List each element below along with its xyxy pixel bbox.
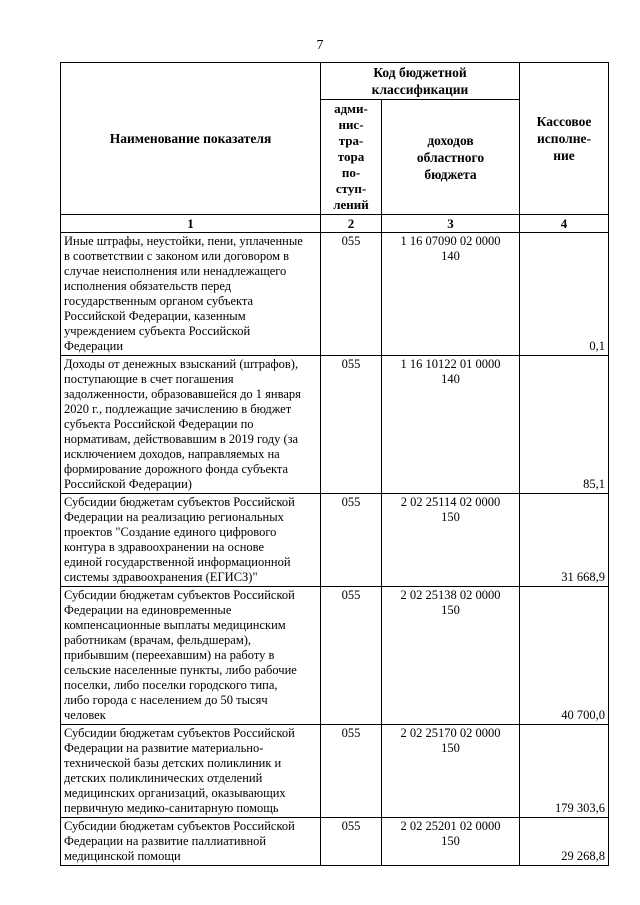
- indicator-line: человек: [64, 708, 106, 722]
- table-row: [61, 233, 609, 356]
- indicator-line: субъекта Российской Федерации по: [64, 417, 254, 431]
- indicator-line: первичную медико-санитарную помощь: [64, 801, 279, 815]
- column-number-row: [61, 215, 609, 233]
- header-cash-line: Кассовое: [536, 114, 592, 129]
- income-code-line: 150: [441, 741, 460, 755]
- table-row: [61, 818, 609, 866]
- indicator-line: системы здравоохранения (ЕГИСЗ)": [64, 570, 258, 584]
- indicator-line: исполнения обязательств перед: [64, 279, 232, 293]
- income-code-line: 2 02 25170 02 0000: [400, 726, 501, 740]
- admin-code: 055: [321, 818, 382, 866]
- indicator-line: 2020 г., подлежащие зачислению в бюджет: [64, 402, 292, 416]
- indicator-line: учреждением субъекта Российской: [64, 324, 251, 338]
- indicator-line: в соответствии с законом или договором в: [64, 249, 290, 263]
- income-code: [382, 587, 520, 725]
- cash-amount: 85,1: [520, 356, 609, 494]
- income-code-line: 140: [441, 249, 460, 263]
- header-admin-line: адми-: [334, 101, 368, 116]
- indicator-line: Российской Федерации): [64, 477, 192, 491]
- income-code-line: 150: [441, 603, 460, 617]
- page-number: 7: [316, 38, 324, 53]
- cash-amount: 31 668,9: [520, 494, 609, 587]
- indicator-line: компенсационные выплаты медицинским: [64, 618, 286, 632]
- budget-table: [60, 62, 609, 866]
- indicator-line: случае неисполнения или ненадлежащего: [64, 264, 287, 278]
- indicator-line: формирование дорожного фонда субъекта: [64, 462, 289, 476]
- admin-code: 055: [321, 494, 382, 587]
- column-number: 4: [520, 215, 609, 233]
- indicator-line: медицинской помощи: [64, 849, 181, 863]
- indicator-line: поступающие в счет погашения: [64, 372, 234, 386]
- header-admin-column: [321, 100, 382, 215]
- header-income-column: [382, 100, 520, 215]
- cash-amount: 40 700,0: [520, 587, 609, 725]
- header-admin-line: лений: [333, 197, 369, 212]
- admin-code: 055: [321, 587, 382, 725]
- indicator-line: работникам (врачам, фельдшерам),: [64, 633, 252, 647]
- indicator-line: проектов "Создание единого цифрового: [64, 525, 277, 539]
- indicator-line: Субсидии бюджетам субъектов Российской: [64, 495, 295, 509]
- income-code-line: 140: [441, 372, 460, 386]
- indicator-line: поселки, либо поселки городского типа,: [64, 678, 278, 692]
- indicator-name: [61, 356, 321, 494]
- indicator-line: либо города с населением до 50 тысяч: [64, 693, 268, 707]
- table-row: [61, 356, 609, 494]
- header-admin-line: тра-: [338, 133, 364, 148]
- indicator-line: задолженности, образовавшейся до 1 января: [64, 387, 301, 401]
- indicator-line: государственным органом субъекта: [64, 294, 254, 308]
- indicator-line: Субсидии бюджетам субъектов Российской: [64, 588, 295, 602]
- column-number: 1: [61, 215, 321, 233]
- indicator-line: Российской Федерации, казенным: [64, 309, 246, 323]
- income-code-line: 150: [441, 834, 460, 848]
- indicator-name: [61, 725, 321, 818]
- indicator-line: Субсидии бюджетам субъектов Российской: [64, 726, 295, 740]
- admin-code: 055: [321, 233, 382, 356]
- indicator-line: сельские населенные пункты, либо рабочие: [64, 663, 297, 677]
- indicator-line: Субсидии бюджетам субъектов Российской: [64, 819, 295, 833]
- income-code: [382, 356, 520, 494]
- cash-amount: 29 268,8: [520, 818, 609, 866]
- indicator-line: нормативам, действовавшим в 2019 году (за: [64, 432, 299, 446]
- indicator-line: единой государственной информационной: [64, 555, 291, 569]
- header-income-line: доходов: [427, 132, 474, 148]
- header-budget-code-group: Код бюджетной классификации: [321, 63, 520, 100]
- income-code-line: 150: [441, 510, 460, 524]
- table-row: [61, 494, 609, 587]
- indicator-name: [61, 494, 321, 587]
- header-income-line: областного: [416, 149, 485, 165]
- column-number: 2: [321, 215, 382, 233]
- indicator-line: технической базы детских поликлиник и: [64, 756, 282, 770]
- header-cash-line: ние: [553, 148, 575, 163]
- header-name-column: Наименование показателя: [61, 63, 321, 215]
- cash-amount: 179 303,6: [520, 725, 609, 818]
- admin-code: 055: [321, 725, 382, 818]
- cash-amount: 0,1: [520, 233, 609, 356]
- income-code: [382, 725, 520, 818]
- indicator-line: Федерации на развитие материально-: [64, 741, 264, 755]
- indicator-name: [61, 818, 321, 866]
- header-admin-line: тора: [337, 149, 365, 164]
- indicator-line: Федерации на развитие паллиативной: [64, 834, 267, 848]
- column-number: 3: [382, 215, 520, 233]
- header-cash-execution: [520, 63, 609, 215]
- indicator-line: медицинских организаций, оказывающих: [64, 786, 286, 800]
- income-code: [382, 818, 520, 866]
- table-row: [61, 587, 609, 725]
- income-code-line: 1 16 07090 02 0000: [400, 234, 501, 248]
- income-code: [382, 494, 520, 587]
- indicator-name: [61, 587, 321, 725]
- indicator-line: Федерации на реализацию региональных: [64, 510, 284, 524]
- income-code: [382, 233, 520, 356]
- header-admin-line: по-: [341, 165, 361, 180]
- indicator-line: исключением доходов, направляемых на: [64, 447, 280, 461]
- indicator-line: Федерации на единовременные: [64, 603, 232, 617]
- header-cash-line: исполне-: [537, 131, 591, 146]
- indicator-line: Иные штрафы, неустойки, пени, уплаченные: [64, 234, 303, 248]
- income-code-line: 2 02 25138 02 0000: [400, 588, 501, 602]
- income-code-line: 2 02 25201 02 0000: [400, 819, 501, 833]
- indicator-line: Доходы от денежных взысканий (штрафов),: [64, 357, 299, 371]
- indicator-line: прибывшим (переехавшим) на работу в: [64, 648, 275, 662]
- header-admin-line: нис-: [338, 117, 364, 132]
- indicator-line: контура в здравоохранении на основе: [64, 540, 265, 554]
- income-code-line: 1 16 10122 01 0000: [400, 357, 501, 371]
- admin-code: 055: [321, 356, 382, 494]
- indicator-line: Федерации: [64, 339, 124, 353]
- header-income-line: бюджета: [424, 166, 477, 182]
- income-code-line: 2 02 25114 02 0000: [400, 495, 501, 509]
- indicator-line: детских поликлинических отделений: [64, 771, 263, 785]
- indicator-name: [61, 233, 321, 356]
- header-admin-line: ступ-: [335, 181, 367, 196]
- table-row: [61, 725, 609, 818]
